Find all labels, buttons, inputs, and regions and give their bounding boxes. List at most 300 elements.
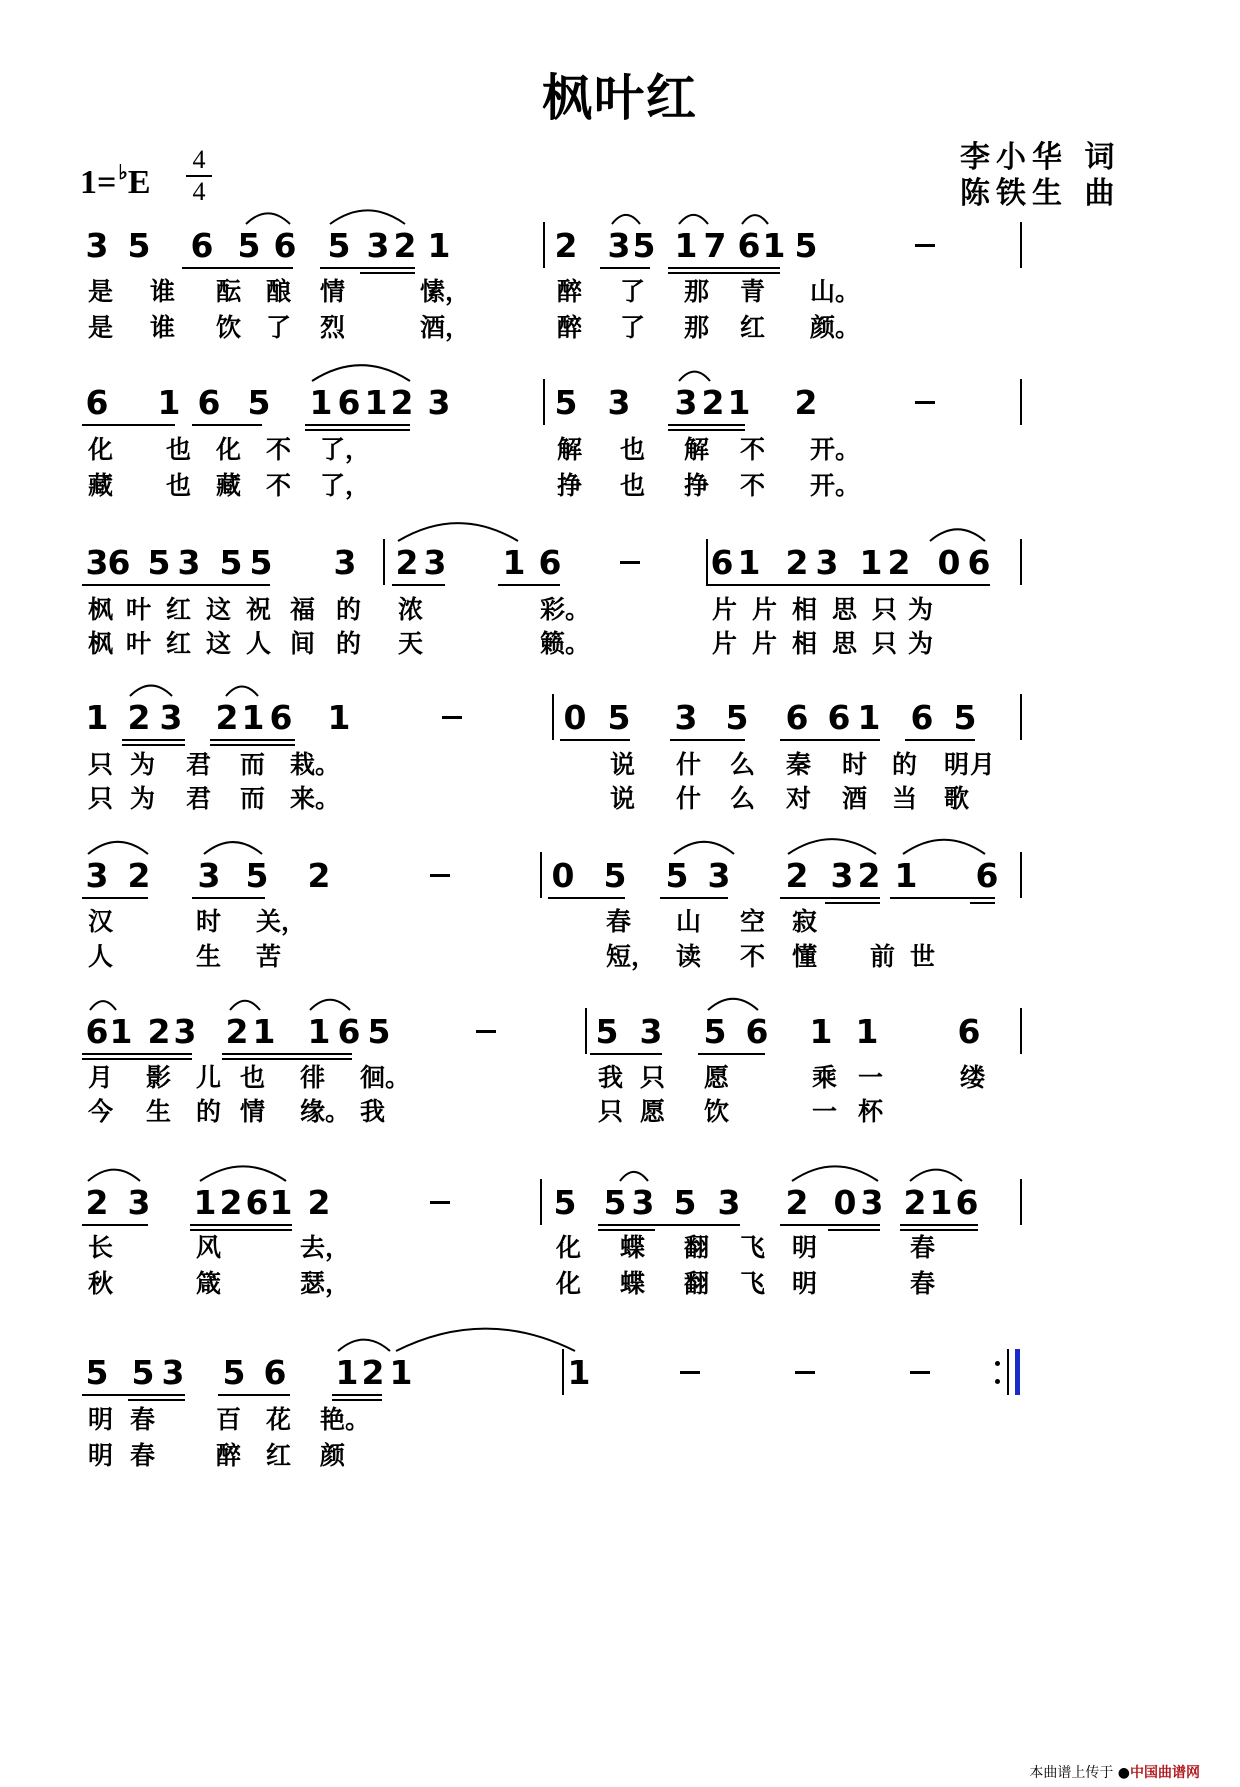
lyric-char: 春 (910, 1269, 936, 1298)
note: 3 (197, 856, 221, 895)
lyric-char: 君 (186, 784, 212, 813)
note: 5 (794, 226, 818, 265)
note: 6 (957, 1012, 981, 1051)
lyric-char: 酿 (266, 277, 292, 306)
note: 6 (785, 698, 809, 737)
note: 1 (857, 698, 881, 737)
note: 5 (725, 698, 749, 737)
lyricist-credit: 李小华 词 (960, 140, 1121, 175)
lyric-char: 我 (598, 1063, 624, 1092)
footer-brand: 中国曲谱网 (1130, 1765, 1200, 1781)
slur (396, 1329, 575, 1351)
note: 1 (427, 226, 451, 265)
lyric-char: 不 (266, 435, 292, 464)
note: 0 (563, 698, 587, 737)
lyric-char: 开。 (810, 471, 861, 500)
note: 1 (737, 543, 761, 582)
lyric-char: 也 (240, 1063, 266, 1092)
lyric-char: 山 (676, 907, 702, 936)
lyric-char: 化 (216, 435, 242, 464)
lyric-char: 么 (730, 750, 756, 779)
lyric-char: 春 (130, 1405, 156, 1434)
lyric-char: 影 (146, 1063, 172, 1092)
lyric-char: 只 (88, 784, 114, 813)
note: 3 (860, 1183, 884, 1222)
slur (90, 1001, 116, 1010)
lyric-char: 饮 (216, 313, 242, 342)
lyric-char: 时 (842, 750, 868, 779)
note: 5 (247, 383, 271, 422)
lyric-char: 生 (196, 942, 222, 971)
lyric-char: 只 (598, 1097, 624, 1126)
lyric-char: 烈 (320, 313, 346, 342)
lyric-char: 秦 (786, 750, 812, 779)
lyric-char: 秋 (88, 1269, 114, 1298)
note: 2 (390, 383, 414, 422)
lyric-char: 谁 (150, 313, 176, 342)
slur (130, 686, 172, 696)
note: 5 (249, 543, 273, 582)
lyric-char: 当 (892, 784, 918, 813)
note: 6 (85, 1012, 109, 1051)
lyric-char: 醉 (557, 277, 583, 306)
lyric-char: 红 (166, 595, 192, 624)
lyric-char: 前 (870, 942, 896, 971)
note: 5 (219, 543, 243, 582)
lyric-char: 愿 (640, 1097, 666, 1126)
lyric-char: 世 (910, 942, 936, 971)
lyric-char: 一 (858, 1063, 884, 1092)
note: 2 (127, 856, 151, 895)
lyric-char: 也 (166, 471, 192, 500)
lyric-char: 青 (740, 277, 766, 306)
slur (330, 210, 405, 224)
note: 2 (85, 1183, 109, 1222)
key-label: 1= (80, 164, 117, 201)
note: 1 (157, 383, 181, 422)
note: 2 (785, 856, 809, 895)
note: 1 (269, 1183, 293, 1222)
note: 2 (395, 543, 419, 582)
lyric-char: 的 (892, 750, 918, 779)
note: 1 (567, 1353, 591, 1392)
note: 7 (703, 226, 727, 265)
note: 1 (307, 1012, 331, 1051)
footer (1029, 1762, 1200, 1782)
note: 5 (127, 226, 151, 265)
slur (930, 529, 985, 541)
lyric-char: 这 (206, 595, 232, 624)
lyric-char: 飞 (740, 1269, 766, 1298)
note: 1 (309, 383, 333, 422)
lyric-char: 去， (300, 1233, 351, 1262)
note: 6 (85, 383, 109, 422)
slur (674, 842, 734, 854)
lyric-char: 为 (908, 629, 934, 658)
note: 0 (937, 543, 961, 582)
lyric-char: 红 (266, 1441, 292, 1470)
note: 6 (910, 698, 934, 737)
note: 3 (159, 698, 183, 737)
lyric-char: 愫， (420, 277, 471, 306)
lyric-char: 栽。 (290, 750, 341, 779)
lyric-char: 懂 (792, 942, 818, 971)
note: 3 (639, 1012, 663, 1051)
lyric-char: 而 (240, 750, 266, 779)
note: 2 (127, 698, 151, 737)
note: 1 (193, 1183, 217, 1222)
lyric-char: 醉 (557, 313, 583, 342)
lyric-char: 的 (196, 1097, 222, 1126)
note: 1 (335, 1353, 359, 1392)
lyric-char: 颜。 (810, 313, 861, 342)
note: 5 (665, 856, 689, 895)
lyric-char: 明 (792, 1233, 818, 1262)
note: 1 (327, 698, 351, 737)
lyric-char: 今 (88, 1097, 114, 1126)
note: 1 (389, 1353, 413, 1392)
lyric-char: 艳。 (320, 1405, 371, 1434)
note: 1 (855, 1012, 879, 1051)
lyric-char: 空 (740, 907, 766, 936)
note: 2 (393, 226, 417, 265)
slur (204, 842, 262, 854)
lyric-char: 思 (832, 595, 858, 624)
lyric-char: 片 (712, 595, 738, 624)
note: 3 (607, 383, 631, 422)
note: 6 (107, 543, 131, 582)
note: 2 (887, 543, 911, 582)
lyric-char: 相 (792, 629, 818, 658)
lyric-char: 春 (910, 1233, 936, 1262)
lyric-char: 也 (620, 471, 646, 500)
note: 2 (903, 1183, 927, 1222)
lyric-char: 红 (166, 629, 192, 658)
note: 0 (551, 856, 575, 895)
note: 1 (762, 226, 786, 265)
lyric-char: 藏 (216, 471, 242, 500)
lyric-char: 不 (740, 942, 766, 971)
lyric-char: 叶 (126, 595, 152, 624)
lyric-char: 是 (88, 277, 114, 306)
lyric-char: 对 (786, 784, 812, 813)
lyric-char: 了， (320, 435, 371, 464)
note: 6 (710, 543, 734, 582)
lyric-char: 么 (730, 784, 756, 813)
note: 2 (701, 383, 725, 422)
note: 5 (553, 1183, 577, 1222)
lyric-char: 红 (740, 313, 766, 342)
lyric-char: 为 (130, 784, 156, 813)
note: 3 (674, 383, 698, 422)
note: 5 (327, 226, 351, 265)
lyric-char: 的 (336, 595, 362, 624)
note: 2 (361, 1353, 385, 1392)
lyric-char: 片 (752, 595, 778, 624)
note: 5 (131, 1353, 155, 1392)
lyric-char: 明 (88, 1441, 114, 1470)
lyric-char: 思 (832, 629, 858, 658)
note: 0 (833, 1183, 857, 1222)
lyric-char: 月 (970, 750, 996, 779)
lyric-char: 不 (266, 471, 292, 500)
lyric-char: 彩。 (540, 595, 591, 624)
lyric-char: 徘 (300, 1063, 326, 1092)
slur (88, 1170, 140, 1181)
slur (88, 842, 148, 854)
lyric-char: 歌 (944, 784, 970, 813)
lyric-char: 不 (740, 471, 766, 500)
lyric-char: 相 (792, 595, 818, 624)
slur (679, 372, 710, 381)
lyric-char: 谁 (150, 277, 176, 306)
lyric-char: 祝 (246, 595, 272, 624)
lyric-char: 不 (740, 435, 766, 464)
slur (338, 1340, 390, 1351)
lyric-char: 化 (556, 1269, 582, 1298)
lyric-char: 枫 (88, 595, 114, 624)
lyric-char: 箴 (196, 1269, 222, 1298)
lyric-char: 为 (908, 595, 934, 624)
note: 1 (502, 543, 526, 582)
note: 6 (827, 698, 851, 737)
slur (612, 215, 640, 224)
lyric-char: 解 (684, 435, 710, 464)
slur (200, 1166, 286, 1181)
lyric-char: 瑟， (300, 1269, 351, 1298)
lyric-char: 缕 (960, 1063, 986, 1092)
note: 1 (727, 383, 751, 422)
lyric-char: 也 (166, 435, 192, 464)
lyric-char: 天 (398, 629, 424, 658)
lyric-char: 翻 (684, 1269, 710, 1298)
lyric-char: 风 (196, 1233, 222, 1262)
lyric-char: 开。 (810, 435, 861, 464)
lyric-char: 愿 (704, 1063, 730, 1092)
note: 5 (953, 698, 977, 737)
lyric-char: 时 (196, 907, 222, 936)
note: 6 (263, 1353, 287, 1392)
note: 1 (859, 543, 883, 582)
note: 2 (794, 383, 818, 422)
note: 3 (177, 543, 201, 582)
lyric-char: 酒， (420, 313, 471, 342)
note: 6 (197, 383, 221, 422)
note: 5 (607, 698, 631, 737)
lyric-char: 杯 (858, 1097, 884, 1126)
lyric-char: 了， (320, 471, 371, 500)
note: 6 (737, 226, 761, 265)
slur (230, 1001, 260, 1010)
lyric-char: 汉 (88, 907, 114, 936)
lyric-char: 那 (684, 277, 710, 306)
song-title: 枫叶红 (542, 69, 698, 127)
lyric-char: 挣 (684, 471, 710, 500)
lyric-char: 蝶 (620, 1269, 646, 1298)
note: 3 (85, 856, 109, 895)
note: 5 (603, 1183, 627, 1222)
lyric-char: 而 (240, 784, 266, 813)
note: 2 (307, 1183, 331, 1222)
lyric-char: 的 (336, 629, 362, 658)
note: 3 (607, 226, 631, 265)
lyric-char: 花 (266, 1405, 292, 1434)
note: 5 (603, 856, 627, 895)
slur (708, 999, 758, 1010)
lyric-char: 短， (606, 942, 657, 971)
lyric-char: 间 (290, 629, 316, 658)
note: 2 (219, 1183, 243, 1222)
note: 2 (225, 1012, 249, 1051)
lyric-char: 只 (872, 595, 898, 624)
lyric-char: 枫 (88, 629, 114, 658)
note: 3 (366, 226, 390, 265)
lyric-char: 月 (88, 1063, 114, 1092)
note: 1 (241, 698, 265, 737)
lyric-char: 蝶 (620, 1233, 646, 1262)
lyric-char: 叶 (126, 629, 152, 658)
note: 5 (554, 383, 578, 422)
flat-sign: ♭ (118, 162, 128, 184)
lyric-char: 只 (640, 1063, 666, 1092)
note: 1 (85, 698, 109, 737)
note: 1 (929, 1183, 953, 1222)
note: 5 (222, 1353, 246, 1392)
lyric-char: 读 (676, 942, 702, 971)
note: 6 (273, 226, 297, 265)
lyric-char: 明 (944, 750, 970, 779)
lyric-char: 挣 (557, 471, 583, 500)
lyric-char: 了 (620, 277, 646, 306)
lyric-char: 人 (88, 942, 114, 971)
lyric-char: 生 (146, 1097, 172, 1126)
lyric-char: 是 (88, 313, 114, 342)
note: 1 (674, 226, 698, 265)
note: 3 (717, 1183, 741, 1222)
slur (226, 687, 258, 696)
lyric-char: 明 (792, 1269, 818, 1298)
note: 3 (674, 698, 698, 737)
note: 6 (975, 856, 999, 895)
slur (398, 523, 518, 541)
slur (903, 840, 985, 854)
note: 1 (894, 856, 918, 895)
lyric-char: 徊。 (360, 1063, 411, 1092)
lyric-char: 饮 (704, 1097, 730, 1126)
composer-credit: 陈铁生 曲 (960, 176, 1121, 211)
lyric-char: 醉 (216, 1441, 242, 1470)
note: 5 (367, 1012, 391, 1051)
note: 5 (703, 1012, 727, 1051)
note: 3 (161, 1353, 185, 1392)
lyric-char: 酒 (842, 784, 868, 813)
note: 2 (857, 856, 881, 895)
key-note: E (127, 164, 151, 201)
note: 3 (127, 1183, 151, 1222)
note: 2 (554, 226, 578, 265)
lyric-char: 缘。 (300, 1097, 351, 1126)
lyric-char: 解 (557, 435, 583, 464)
lyric-char: 春 (130, 1441, 156, 1470)
note: 3 (631, 1183, 655, 1222)
lyric-char: 籁。 (540, 629, 591, 658)
lyric-char: 片 (712, 629, 738, 658)
note: 5 (245, 856, 269, 895)
lyric-char: 情 (240, 1097, 266, 1126)
lyric-char: 什 (676, 784, 702, 813)
note: 5 (147, 543, 171, 582)
note: 6 (538, 543, 562, 582)
lyric-char: 长 (88, 1233, 114, 1262)
note: 5 (632, 226, 656, 265)
lyric-char: 也 (620, 435, 646, 464)
slur (910, 1170, 962, 1181)
slur (742, 215, 768, 224)
slur (620, 1172, 648, 1181)
note: 3 (333, 543, 357, 582)
lyric-char: 春 (606, 907, 632, 936)
note: 6 (190, 226, 214, 265)
lyric-char: 明 (88, 1405, 114, 1434)
lyric-char: 只 (872, 629, 898, 658)
footer-prefix: 本曲谱上传于 (1029, 1765, 1114, 1781)
note: 3 (423, 543, 447, 582)
lyric-char: 什 (676, 750, 702, 779)
lyric-char: 为 (130, 750, 156, 779)
note: 2 (307, 856, 331, 895)
lyric-char: 那 (684, 313, 710, 342)
lyric-char: 翻 (684, 1233, 710, 1262)
note: 5 (595, 1012, 619, 1051)
note: 3 (830, 856, 854, 895)
lyric-char: 这 (206, 629, 232, 658)
note: 2 (147, 1012, 171, 1051)
note: 2 (215, 698, 239, 737)
note: 6 (245, 1183, 269, 1222)
note: 6 (337, 1012, 361, 1051)
lyric-char: 说 (610, 784, 636, 813)
lyric-char: 颜 (320, 1441, 346, 1470)
lyric-char: 了 (620, 313, 646, 342)
lyric-char: 化 (88, 435, 114, 464)
slur (312, 365, 410, 381)
time-bottom: 4 (192, 177, 206, 206)
note: 6 (745, 1012, 769, 1051)
lyric-char: 寂 (792, 907, 818, 936)
slur (792, 1166, 878, 1181)
note: 1 (364, 383, 388, 422)
note: 5 (237, 226, 261, 265)
slur (788, 839, 876, 854)
lyric-char: 浓 (398, 595, 424, 624)
lyric-char: 苦 (256, 942, 282, 971)
note: 3 (707, 856, 731, 895)
note: 2 (785, 1183, 809, 1222)
slur (246, 213, 290, 224)
note: 1 (109, 1012, 133, 1051)
note: 3 (427, 383, 451, 422)
lyric-char: 人 (246, 629, 272, 658)
note: 6 (955, 1183, 979, 1222)
lyric-char: 只 (88, 750, 114, 779)
note: 1 (809, 1012, 833, 1051)
note: 3 (173, 1012, 197, 1051)
lyric-char: 来。 (290, 784, 341, 813)
lyric-char: 飞 (740, 1233, 766, 1262)
lyric-char: 化 (556, 1233, 582, 1262)
lyric-char: 儿 (196, 1063, 222, 1092)
slur (310, 1000, 350, 1010)
